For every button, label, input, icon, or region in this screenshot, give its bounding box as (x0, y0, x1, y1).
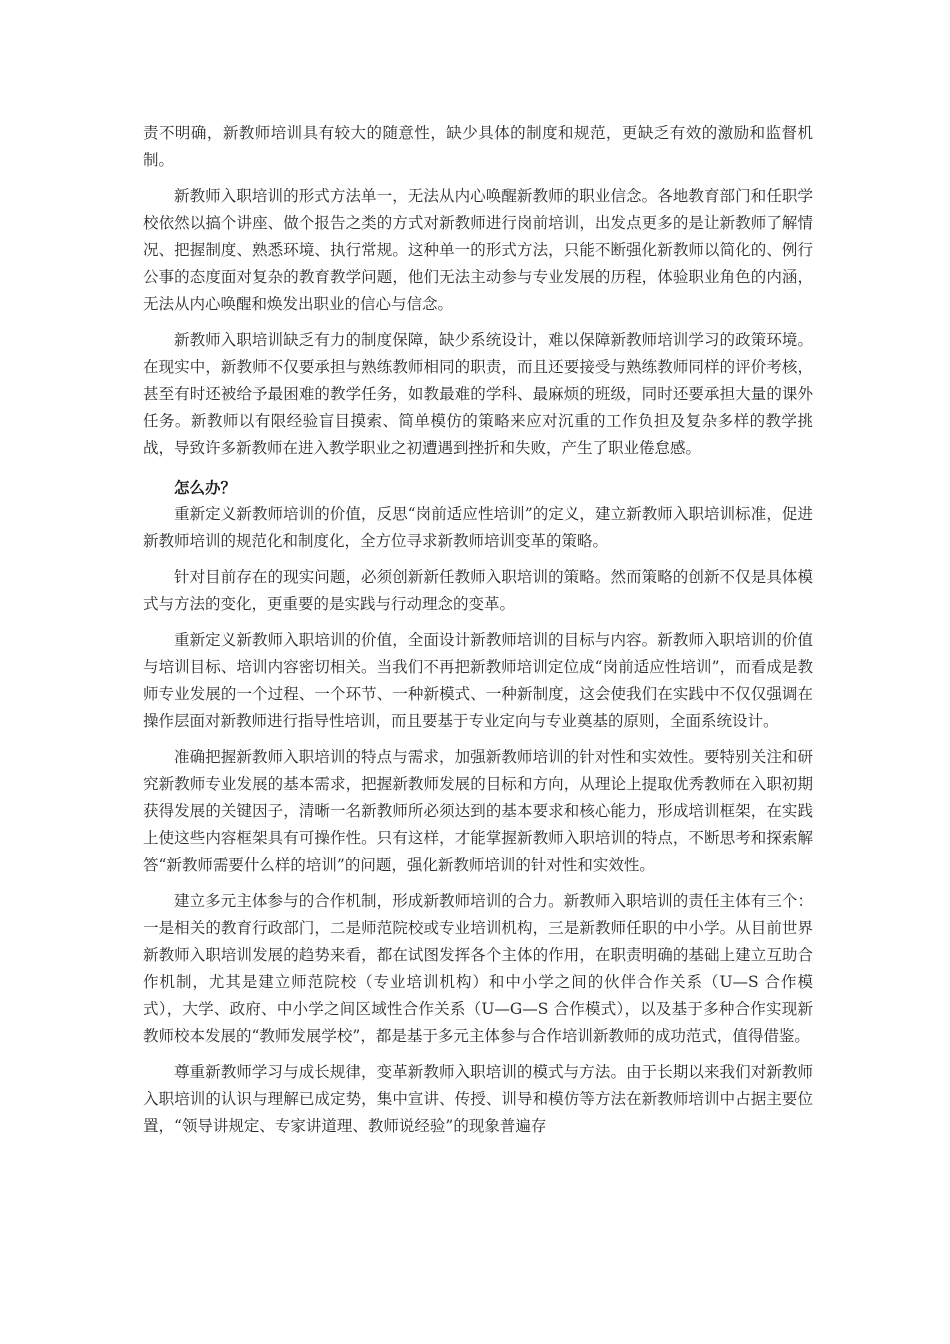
paragraph-learning-patterns: 尊重新教师学习与成长规律，变革新教师入职培训的模式与方法。由于长期以来我们对新教师入职培训的认识与理解已成定势，集中宣讲、传授、训导和模仿等方法在新教师培训中占据主要位置，“领导讲规定、专家讲道理、教师说经验”的现象普遍存 (143, 1063, 813, 1135)
paragraph-needs-effectiveness: 准确把握新教师入职培训的特点与需求，加强新教师培训的针对性和实效性。要特别关注和研究新教师专业发展的基本需求，把握新教师发展的目标和方向，从理论上提取优秀教师在入职初期获得发展的关键因子，清晰一名新教师所必须达到的基本要求和核心能力，形成培训框架，在实践上使这些内容框架具有可操作性。只有这样，才能掌握新教师入职培训的特点，不断思考和探索解答“新教师需要什么样的培训”的问题，强化新教师培训的针对性和实效性。 (143, 748, 813, 874)
paragraph-innovate-strategy: 针对目前存在的现实问题，必须创新新任教师入职培训的策略。然而策略的创新不仅是具体模式与方法的变化，更重要的是实践与行动理念的变革。 (143, 568, 813, 613)
paragraph-continued: 责不明确，新教师培训具有较大的随意性，缺少具体的制度和规范，更缺乏有效的激励和监督机制。 (143, 124, 813, 169)
paragraph-training-methods: 新教师入职培训的形式方法单一，无法从内心唤醒新教师的职业信念。各地教育部门和任职学校依然以搞个讲座、做个报告之类的方式对新教师进行岗前培训，出发点更多的是让新教师了解情况、把握制度、熟悉环境、执行常规。这种单一的形式方法，只能不断强化新教师以简化的、例行公事的态度面对复杂的教育教学问题，他们无法主动参与专业发展的历程，体验职业角色的内涵，无法从内心唤醒和焕发出职业的信心与信念。 (143, 187, 813, 313)
paragraph-goals-content: 重新定义新教师入职培训的价值，全面设计新教师培训的目标与内容。新教师入职培训的价值与培训目标、培训内容密切相关。当我们不再把新教师培训定位成“岗前适应性培训”，而看成是教师专业发展的一个过程、一个环节、一种新模式、一种新制度，这会使我们在实践中不仅仅强调在操作层面对新教师进行指导性培训，而且要基于专业定向与专业奠基的原则，全面系统设计。 (143, 631, 813, 730)
paragraph-institutional-support: 新教师入职培训缺乏有力的制度保障，缺少系统设计，难以保障新教师培训学习的政策环境。在现实中，新教师不仅要承担与熟练教师相同的职责，而且还要接受与熟练教师同样的评价考核，甚至有时还被给予最困难的教学任务，如教最难的学科、最麻烦的班级，同时还要承担大量的课外任务。新教师以有限经验盲目摸索、简单模仿的策略来应对沉重的工作负担及复杂多样的教学挑战，导致许多新教师在进入教学职业之初遭遇到挫折和失败，产生了职业倦怠感。 (143, 331, 813, 457)
paragraph-redefine-value: 重新定义新教师培训的价值，反思“岗前适应性培训”的定义，建立新教师入职培训标准，促进新教师培训的规范化和制度化，全方位寻求新教师培训变革的策略。 (143, 505, 813, 550)
paragraph-cooperation-mechanism: 建立多元主体参与的合作机制，形成新教师培训的合力。新教师入职培训的责任主体有三个：一是相关的教育行政部门，二是师范院校或专业培训机构，三是新教师任职的中小学。从目前世界新教师入职培训发展的趋势来看，都在试图发挥各个主体的作用，在职责明确的基础上建立互助合作机制，尤其是建立师范院校（专业培训机构）和中小学之间的伙伴合作关系（U—S 合作模式），大学、政府、中小学之间区域性合作关系（U—G—S 合作模式），以及基于多种合作实现新教师校本发展的“教师发展学校”，都是基于多元主体参与合作培训新教师的成功范式，值得借鉴。 (143, 892, 813, 1045)
document-page (143, 120, 813, 1149)
section-heading: 怎么办？ (174, 478, 237, 497)
